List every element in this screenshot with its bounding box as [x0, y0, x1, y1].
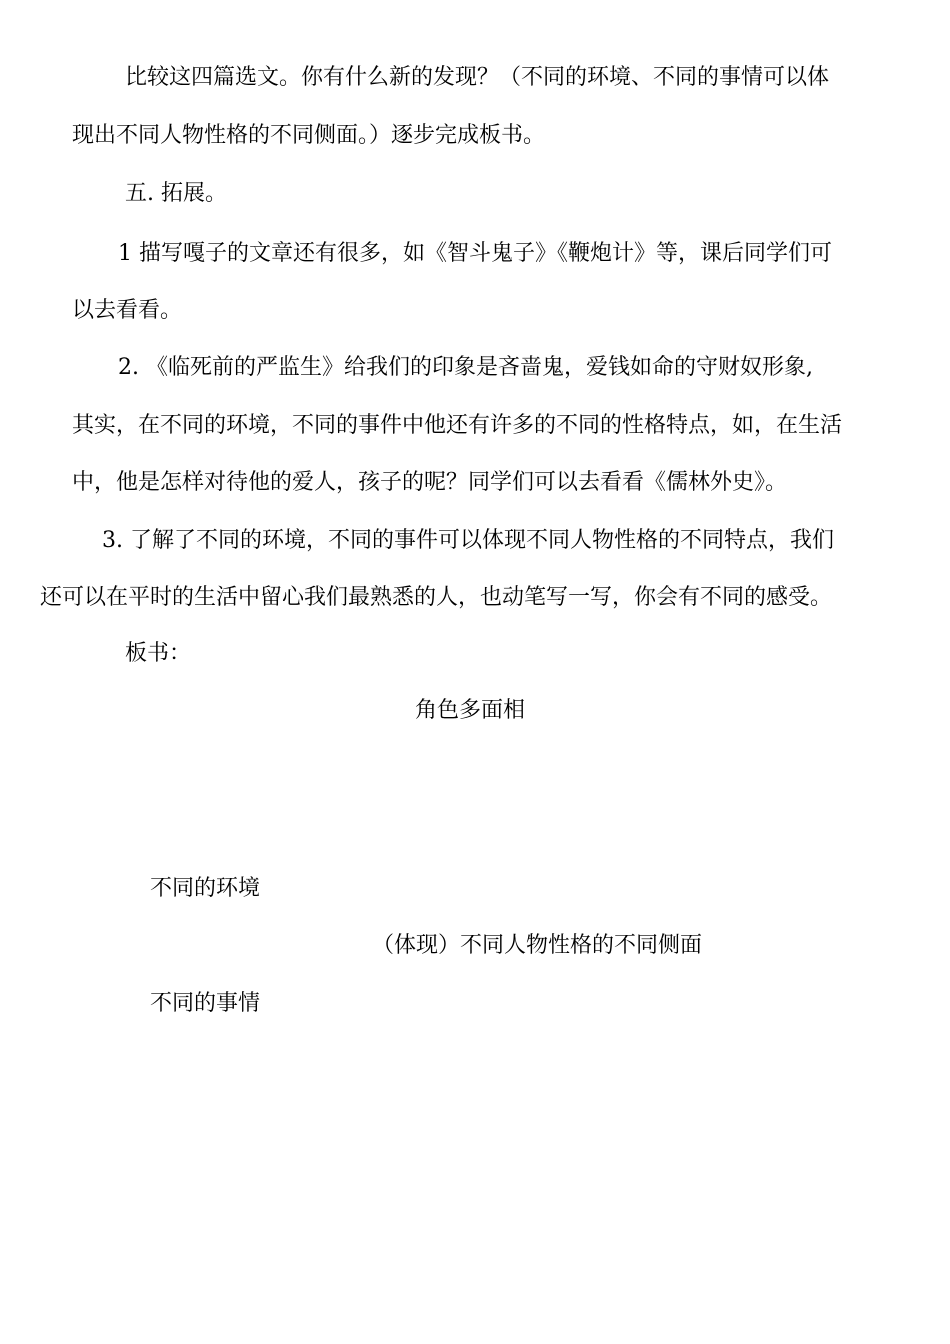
board-item-events: 不同的事情 — [150, 991, 261, 1016]
paragraph-line: 比较这四篇选文。你有什么新的发现？（不同的环境、不同的事情可以体 — [125, 65, 830, 90]
paragraph-line: 现出不同人物性格的不同侧面。）逐步完成板书。 — [72, 123, 546, 148]
paragraph-line: 1 描写嘎子的文章还有很多，如《智斗鬼子》《鞭炮计》等，课后同学们可 — [118, 241, 832, 266]
paragraph-line: 中，他是怎样对待他的爱人，孩子的呢？同学们可以去看看《儒林外史》。 — [72, 470, 788, 495]
paragraph-line: 其实，在不同的环境，不同的事件中他还有许多的不同的性格特点，如，在生活 — [72, 413, 843, 438]
paragraph-line: 以去看看。 — [72, 298, 183, 323]
paragraph-line: 3. 了解了不同的环境，不同的事件可以体现不同人物性格的不同特点，我们 — [102, 528, 834, 553]
paragraph-line: 2. 《临死前的严监生》给我们的印象是吝啬鬼，爱钱如命的守财奴形象, — [118, 355, 813, 380]
board-title: 角色多面相 — [415, 698, 526, 723]
board-item-conclusion: （体现）不同人物性格的不同侧面 — [372, 933, 703, 958]
section-heading-extension: 五. 拓展。 — [125, 181, 227, 206]
paragraph-line: 还可以在平时的生活中留心我们最熟悉的人，也动笔写一写，你会有不同的感受。 — [40, 585, 833, 610]
board-label: 板书： — [125, 641, 192, 666]
board-item-environment: 不同的环境 — [150, 876, 261, 901]
